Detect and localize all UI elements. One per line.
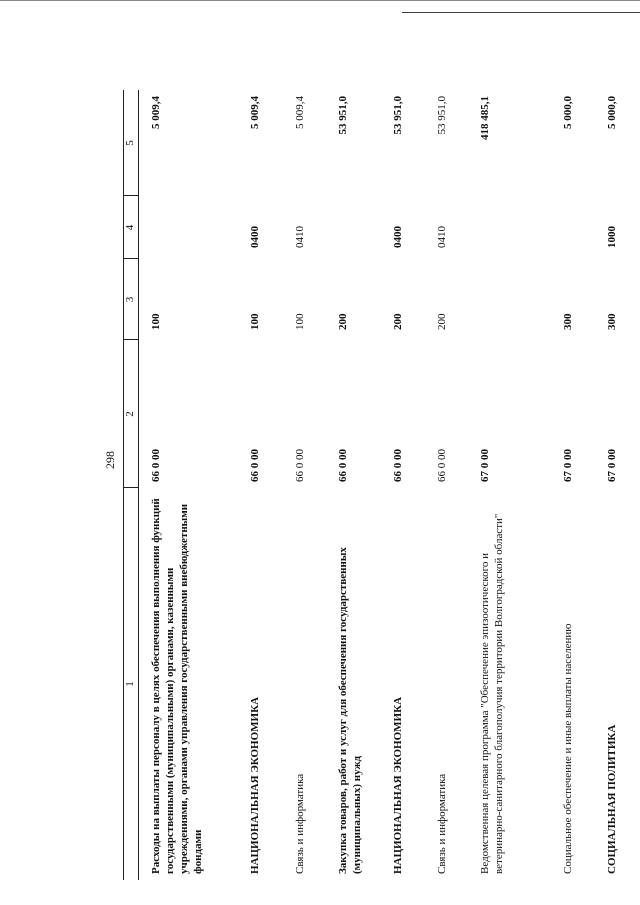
- row-type: 100: [150, 313, 162, 330]
- row-code: 66 0 00: [436, 449, 448, 482]
- row-code: 67 0 00: [479, 449, 491, 482]
- row-section: 0400: [249, 226, 261, 248]
- row-name: Закупка товаров, работ и услуг для обеспечения государственных (муниципальных) нужд: [337, 547, 363, 874]
- row-type: 200: [392, 313, 404, 330]
- header-col-5: 5: [124, 140, 136, 146]
- row-amount: 53 951,0: [337, 96, 349, 135]
- row-type: 300: [562, 313, 574, 330]
- row-amount: 5 009,4: [249, 96, 261, 129]
- row-type: 200: [337, 313, 349, 330]
- rotated-page: [95, 90, 640, 880]
- row-name: Расходы на выплаты персоналу в целях обеспечения выполнения функций государственными (муниципальными) органами, казенными учреждениями, органами управления государственными внебюджетными фондами: [150, 498, 204, 874]
- row-type: 200: [436, 313, 448, 330]
- row-type: 100: [249, 313, 261, 330]
- header-col-2: 2: [124, 411, 136, 417]
- row-code: 66 0 00: [337, 449, 349, 482]
- row-amount: 5 000,0: [606, 96, 618, 129]
- row-code: 66 0 00: [392, 449, 404, 482]
- row-code: 66 0 00: [150, 449, 162, 482]
- row-name: Связь и информатика: [294, 773, 306, 874]
- header-col-1: 1: [124, 681, 136, 687]
- row-code: 66 0 00: [249, 449, 261, 482]
- row-section: 0410: [436, 226, 448, 248]
- row-type: 300: [606, 313, 618, 330]
- row-code: 67 0 00: [606, 449, 618, 482]
- row-type: 100: [294, 313, 306, 330]
- row-section: 0400: [392, 226, 404, 248]
- row-name: НАЦИОНАЛЬНАЯ ЭКОНОМИКА: [249, 696, 261, 874]
- row-amount: 53 951,0: [392, 96, 404, 135]
- row-section: 1000: [606, 226, 618, 248]
- row-code: 66 0 00: [294, 449, 306, 482]
- row-name: Связь и информатика: [436, 773, 448, 874]
- row-amount: 5 009,4: [294, 96, 306, 129]
- row-name: СОЦИАЛЬНАЯ ПОЛИТИКА: [606, 724, 618, 874]
- header-bottom-border: [138, 90, 139, 880]
- page-number: 298: [103, 451, 117, 469]
- row-amount: 5 009,4: [150, 96, 162, 129]
- top-rule-right: [402, 12, 640, 13]
- row-name: Ведомственная целевая программа "Обеспечение эпизоотического и ветеринарно-санитарного благополучия территории Волгоградской области": [479, 513, 505, 874]
- header-col-3: 3: [124, 296, 136, 303]
- row-amount: 53 951,0: [436, 96, 448, 135]
- row-amount: 5 000,0: [562, 96, 574, 129]
- row-name: НАЦИОНАЛЬНАЯ ЭКОНОМИКА: [392, 696, 404, 874]
- top-rule: [0, 0, 640, 1]
- row-section: 0410: [294, 226, 306, 248]
- row-amount: 418 485,1: [479, 96, 491, 140]
- header-col-4: 4: [124, 224, 136, 231]
- row-code: 67 0 00: [562, 449, 574, 482]
- row-name: Социальное обеспечение и иные выплаты населению: [562, 623, 574, 874]
- budget-table: [123, 90, 640, 880]
